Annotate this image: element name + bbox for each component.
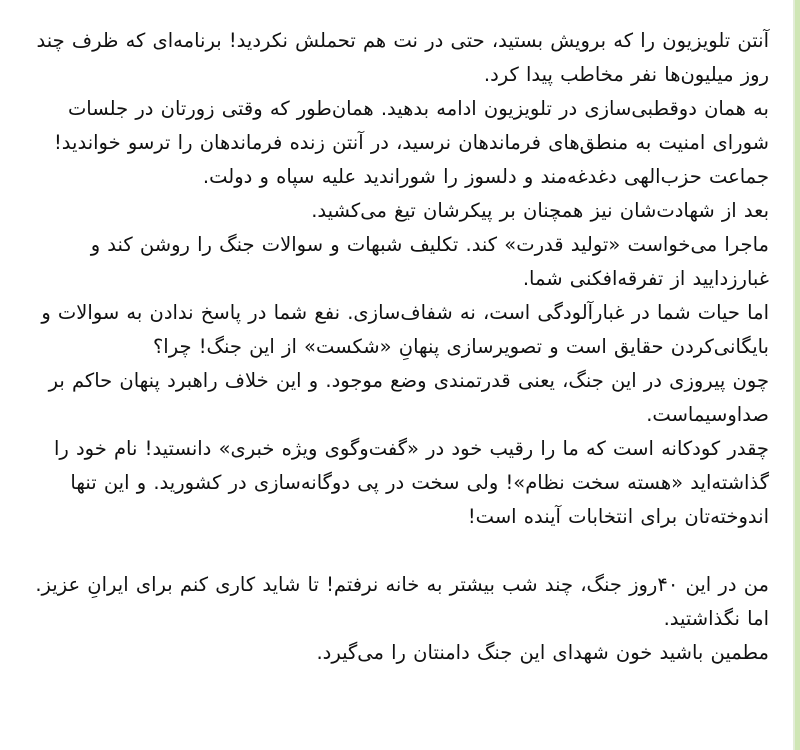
message-paragraph-1: آنتن تلویزیون را که برویش بستید، حتی در نت هم تحملش نکردید! برنامه‌ای که ظرف چند روز میلیون‌ها نفر مخاطب پیدا کرد.	[36, 29, 769, 86]
message-paragraph-9: مطمین باشید خون شهدای این جنگ دامنتان را می‌گیرد.	[316, 641, 769, 664]
paragraph-spacer	[24, 534, 769, 568]
message-paragraph-7: چقدر کودکانه است که ما را رقیب خود در «گفت‌وگوی ویژه خبری» دانستید! نام خود را گذاشته‌اید «هسته سخت نظام»! ولی سخت در پی دوگانه‌سازی در کشورید. و این تنها اندوخته‌تان برای انتخابات آینده است!	[53, 437, 769, 528]
message-paragraph-2: به همان دوقطبی‌سازی در تلویزیون ادامه بدهید. همان‌طور که وقتی زورتان در جلسات شورای امنیت به منطق‌های فرماندهان نرسید، در آنتن زنده فرماندهان را ترسو خواندید! جماعت حزب‌الهی دغدغه‌مند و دلسوز را شوراندید علیه سپاه و دولت.	[53, 97, 769, 188]
message-paragraph-4: ماجرا می‌خواست «تولید قدرت» کند. تکلیف شبهات و سوالات جنگ را روشن کند و غبارزدایید از تفرقه‌افکنی شما.	[90, 233, 769, 290]
message-paragraph-6: چون پیروزی در این جنگ، یعنی قدرتمندی وضع موجود. و این خلاف راهبرد پنهان حاکم بر صداوسیماست.	[48, 369, 769, 426]
message-text	[24, 24, 769, 670]
message-paragraph-5: اما حیات شما در غبارآلودگی است، نه شفاف‌سازی. نفع شما در پاسخ ندادن به سوالات و بایگانی‌کردن حقایق است و تصویرسازی پنهانِ «شکست» از این جنگ! چرا؟	[41, 301, 769, 358]
message-paragraph-8: من در این ۴۰روز جنگ، چند شب بیشتر به خانه نرفتم! تا شاید کاری کنم برای ایرانِ عزیز. اما نگذاشتید.	[35, 573, 769, 630]
message-paragraph-3: بعد از شهادت‌شان نیز همچنان بر پیکرشان تیغ می‌کشید.	[311, 199, 769, 222]
